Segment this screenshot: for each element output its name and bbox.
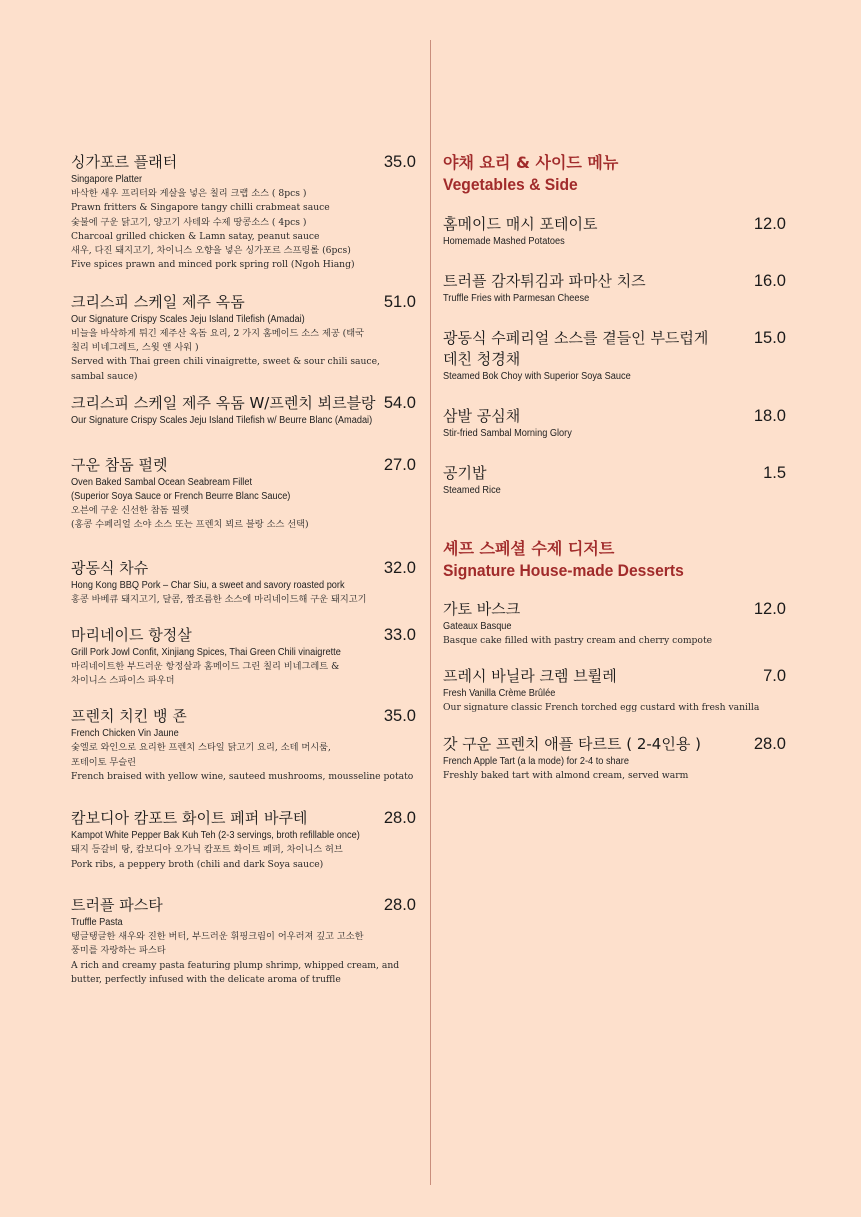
menu-item-crispy-tilefish xyxy=(71,292,416,384)
item-price: 27.0 xyxy=(383,455,416,474)
item-price: 33.0 xyxy=(383,625,416,644)
item-name-ko: 프레시 바닐라 크렘 브륄레 xyxy=(443,667,617,686)
section-header-vegetables xyxy=(443,152,786,196)
item-name-en: Our Signature Crispy Scales Jeju Island Tilefish w/ Beurre Blanc (Amadai) xyxy=(71,414,373,426)
item-description: Our signature classic French torched egg custard with fresh vanilla xyxy=(443,702,760,714)
menu-item-gateaux-basque xyxy=(443,599,786,648)
menu-item-apple-tart xyxy=(443,734,786,783)
item-description: 돼지 등갈비 탕, 캄보디아 오가닉 캄포트 화이트 페퍼, 차이니스 허브 Pork ribs, a peppery broth (chili and dark Soya sauce) xyxy=(71,844,343,870)
item-name-ko: 프렌치 치킨 뱅 죤 xyxy=(71,707,187,726)
item-name-en: Singapore Platter xyxy=(71,174,143,185)
column-divider xyxy=(430,40,431,1185)
section-title-ko: 야채 요리 & 사이드 메뉴 xyxy=(443,153,619,172)
menu-item-morning-glory xyxy=(443,406,786,441)
item-price: 28.0 xyxy=(383,895,416,914)
item-price: 15.0 xyxy=(753,329,786,347)
item-price: 28.0 xyxy=(383,809,416,828)
item-price: 54.0 xyxy=(383,393,416,412)
item-price: 35.0 xyxy=(383,153,416,171)
section-title-en: Signature House-made Desserts xyxy=(443,561,684,580)
item-name-en: Hong Kong BBQ Pork – Char Siu, a sweet and savory roasted pork xyxy=(71,579,345,591)
menu-item-mashed-potatoes xyxy=(443,214,786,249)
item-price: 18.0 xyxy=(753,407,786,425)
item-name-ko: 갓 구운 프렌치 애플 타르트 ( 2-4인용 ) xyxy=(443,734,701,753)
item-name-en: Oven Baked Sambal Ocean Seabream Fillet xyxy=(71,476,253,488)
item-name-en: Truffle Pasta xyxy=(71,916,123,928)
item-name-en: French Chicken Vin Jaune xyxy=(71,728,179,740)
menu-item-bok-choy xyxy=(443,328,786,384)
item-name-en: French Apple Tart (a la mode) for 2-4 to share xyxy=(443,755,629,767)
item-description: Freshly baked tart with almond cream, served warm xyxy=(443,769,689,781)
menu-item-seabream xyxy=(71,455,416,533)
item-price: 12.0 xyxy=(753,600,786,618)
menu-item-char-siu xyxy=(71,558,416,607)
item-price: 16.0 xyxy=(753,272,786,290)
item-name-en: Steamed Rice xyxy=(443,485,501,496)
item-name-ko: 광동식 차슈 xyxy=(71,558,149,577)
item-name-en: Fresh Vanilla Crème Brûlée xyxy=(443,688,556,700)
item-name-ko: 공기밥 xyxy=(443,464,487,482)
menu-item-chicken-vin-jaune xyxy=(71,706,416,784)
item-name-en: Kampot White Pepper Bak Kuh Teh (2-3 servings, broth refillable once) xyxy=(71,830,360,842)
menu-item-bak-kut-teh xyxy=(71,808,416,872)
item-price: 35.0 xyxy=(383,707,416,726)
item-name-en: Grill Pork Jowl Confit, Xinjiang Spices, Thai Green Chili vinaigrette xyxy=(71,646,341,658)
section-title-ko: 셰프 스페셜 수제 디저트 xyxy=(443,539,615,558)
item-description: 비늘을 바삭하게 튀긴 제주산 옥돔 요리, 2 가지 홈메이드 소스 제공 (태국 칠리 비네그레트, 스윗 앤 사워 ) Served with Thai green chili vinaigrette, sweet & sour chili sauce, sambal sauce) xyxy=(71,327,380,382)
item-price: 1.5 xyxy=(763,464,786,482)
item-description: 바삭한 새우 프리터와 게살을 넣은 칠리 크랩 소스 ( 8pcs ) Prawn fritters & Singapore tangy chilli crabmeat sauce 숯불에 구운 닭고기, 양고기 사테와 수제 땅콩소스 ( 4pcs ) Charcoal grilled chicken & Lamn satay, peanut sauce 새우, 다진 돼지고기, 차이니스 오향을 넣은 싱가포르 스프링롤 (6pcs) Five spices prawn and minced pork spring roll (Ngoh Hiang) xyxy=(71,188,355,271)
item-name-ko: 싱가포르 플래터 xyxy=(71,153,178,171)
item-price: 28.0 xyxy=(753,734,786,753)
item-price: 32.0 xyxy=(383,558,416,577)
item-description: 숯엘로 와인으로 요리한 프렌치 스타일 닭고기 요리, 소테 머시룸, 포테이토 무슬린 French braised with yellow wine, sauteed mushrooms, mousseline potato xyxy=(71,742,414,783)
menu-item-singapore-platter xyxy=(71,152,416,273)
item-name-ko: 가토 바스크 xyxy=(443,600,521,618)
item-description: 오븐에 구운 신선한 참돔 필렛 (홍콩 수페리얼 소야 소스 또는 프렌치 뵈르 블랑 소스 선택) xyxy=(71,504,309,531)
item-name-en: Steamed Bok Choy with Superior Soya Sauce xyxy=(443,371,631,382)
item-price: 51.0 xyxy=(383,292,416,311)
item-name-ko: 크리스피 스케일 제주 옥돔 xyxy=(71,292,245,311)
menu-item-steamed-rice xyxy=(443,463,786,498)
item-name-ko: 마리네이드 항정살 xyxy=(71,625,192,644)
menu-item-truffle-fries xyxy=(443,271,786,306)
sides-desserts-column xyxy=(443,152,786,783)
main-dishes-column xyxy=(71,152,416,987)
item-name-ko: 홈메이드 매시 포테이토 xyxy=(443,215,598,233)
item-name-en: Stir-fried Sambal Morning Glory xyxy=(443,428,572,439)
section-header-desserts xyxy=(443,538,786,582)
item-name-ko: 광동식 수페리얼 소스를 곁들인 부드럽게 데친 청경채 xyxy=(443,329,709,368)
item-name-en: Our Signature Crispy Scales Jeju Island Tilefish (Amadai) xyxy=(71,313,305,325)
item-name-ko: 캄보디아 캄포트 화이트 페퍼 바쿠테 xyxy=(71,809,308,828)
item-description: 마리네이트한 부드러운 항정살과 홈메이드 그린 칠리 비네그레트 & 차이니스 스파이스 파우더 xyxy=(71,660,340,687)
item-name-ko: 크리스피 스케일 제주 옥돔 W/프렌치 뵈르블랑 xyxy=(71,393,376,412)
item-name-ko: 트러플 감자튀김과 파마산 치즈 xyxy=(443,272,646,290)
menu-item-pork-jowl xyxy=(71,625,416,689)
menu-item-tilefish-beurre-blanc xyxy=(71,393,416,428)
item-description: Basque cake filled with pastry cream and cherry compote xyxy=(443,635,713,646)
item-description: 홍콩 바베큐 돼지고기, 달콤, 짭조름한 소스에 마리네이드해 구운 돼지고기 xyxy=(71,593,367,605)
menu-item-creme-brulee xyxy=(443,666,786,715)
item-name-en: Homemade Mashed Potatoes xyxy=(443,236,565,247)
item-price: 12.0 xyxy=(753,215,786,233)
item-name-en-sub: (Superior Soya Sauce or French Beurre Blanc Sauce) xyxy=(71,490,291,502)
item-description: 탱글탱글한 새우와 진한 버터, 부드러운 휘핑크림이 어우러져 깊고 고소한 풍미를 자랑하는 파스타 A rich and creamy pasta featuring plump shrimp, whipped cream, and butter, perfectly infused with the delicate aroma of truffle xyxy=(71,930,400,985)
section-title-en: Vegetables & Side xyxy=(443,175,578,194)
item-name-ko: 트러플 파스타 xyxy=(71,895,163,914)
item-name-ko: 삼발 공심채 xyxy=(443,407,521,425)
item-name-en: Gateaux Basque xyxy=(443,621,512,632)
menu-item-truffle-pasta xyxy=(71,895,416,987)
item-price: 7.0 xyxy=(763,667,786,686)
item-name-en: Truffle Fries with Parmesan Cheese xyxy=(443,293,590,304)
item-name-ko: 구운 참돔 펄렛 xyxy=(71,455,168,474)
